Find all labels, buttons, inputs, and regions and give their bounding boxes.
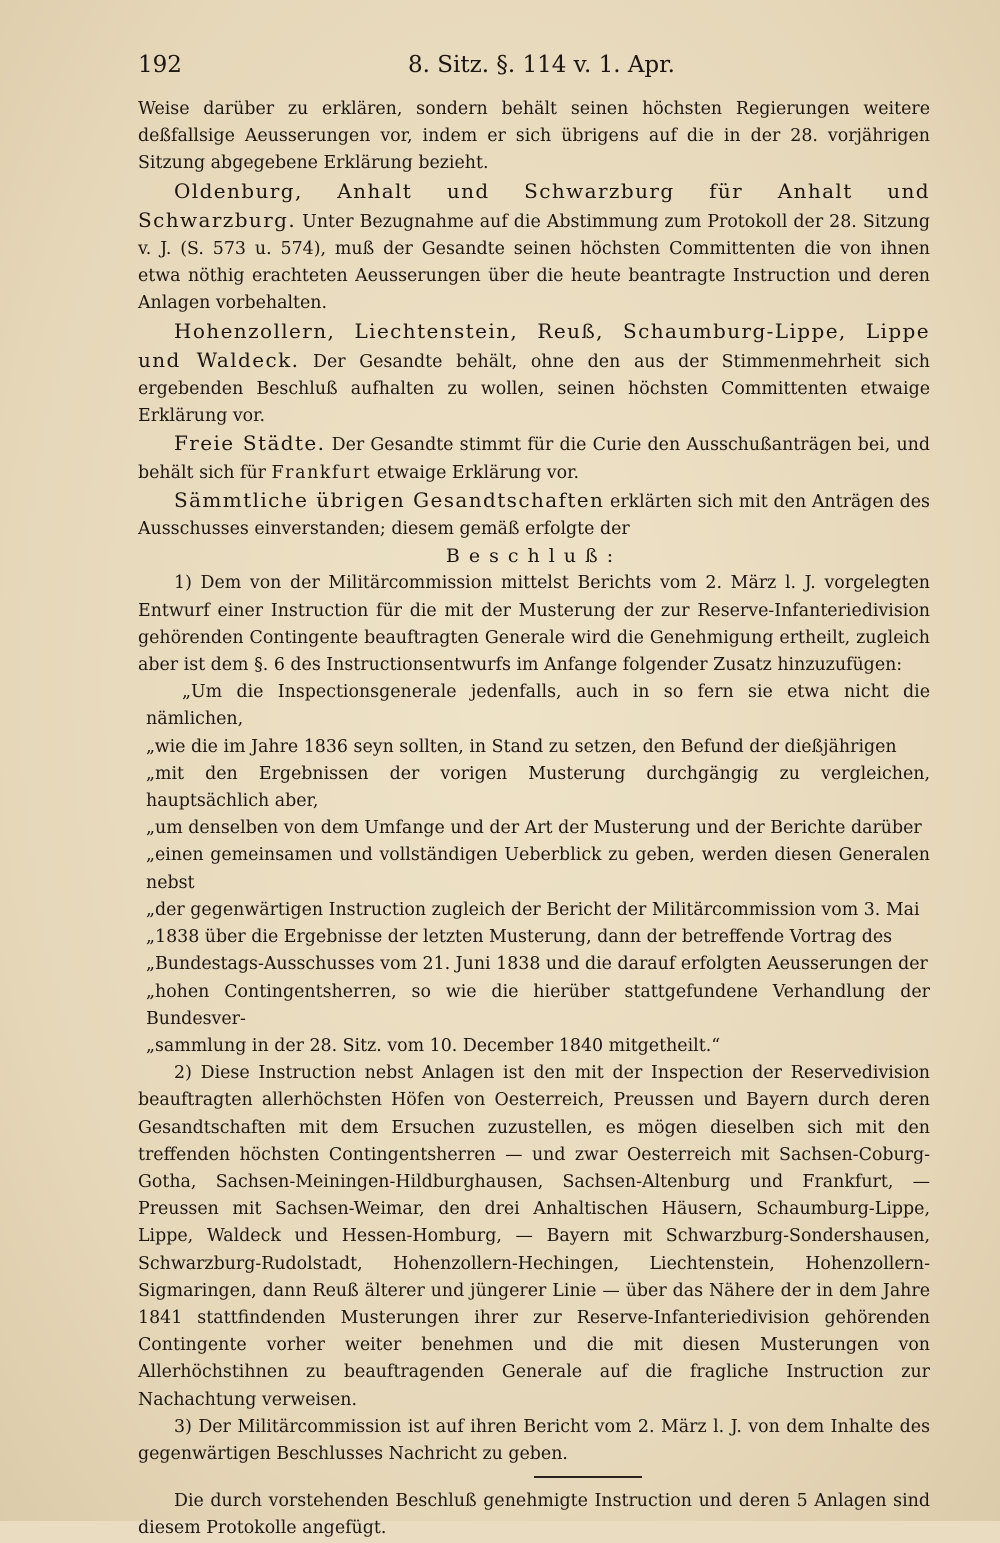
city-name: Frankfurt	[271, 462, 372, 483]
vote-freie-staedte	[138, 430, 930, 486]
page-body	[138, 96, 930, 1543]
closing-note: Die durch vorstehenden Beschluß genehmigte Instruction und deren 5 Anlagen sind diesem Protokolle angefügt.	[138, 1491, 930, 1539]
vote-text: Unter Bezugnahme auf die Abstimmung zum Protokoll der 28. Sitzung v. J. (S. 573 u. 574), muß der Gesandte seinen höchsten Committenten die von ihnen etwa nöthig erachteten Aeusserungen über die heute beantragte Instruction und deren Anlagen vorbehalten.	[138, 211, 930, 314]
vote-oldenburg	[138, 178, 930, 318]
running-head: 8. Sitz. §. 114 v. 1. Apr.	[408, 52, 675, 78]
resolution-item-1: 1) Dem von der Militärcommission mittelst Berichts vom 2. März l. J. vorgelegten Entwurf einer Instruction für die mit der Musterung der zur Reserve-Infanteriedivision gehörenden Contingente beauftragten Generale wird die Genehmigung ertheilt, zugleich aber ist dem §. 6 des Instructionsentwurfs im Anfange folgender Zusatz hinzuzufügen:	[138, 573, 930, 676]
quote-line: „mit den Ergebnissen der vorigen Musterung durchgängig zu vergleichen, hauptsächlich aber,	[146, 763, 930, 812]
vote-text: Der Gesandte behält, ohne den aus der Stimmenmehrheit sich ergebenden Beschluß aufhalten zu wollen, seinen höchsten Committenten etwaige Erklärung vor.	[138, 351, 930, 427]
vote-text: erklärten sich mit den Anträgen des Ausschusses einverstanden; diesem gemäß erfolgte der	[138, 491, 930, 540]
vote-heading: Freie Städte.	[174, 431, 326, 456]
resolution-item-3: 3) Der Militärcommission ist auf ihren Bericht vom 2. März l. J. von dem Inhalte des gegenwärtigen Beschlusses Nachricht zu geben.	[138, 1416, 930, 1464]
page-number: 192	[138, 52, 182, 78]
paragraph-continuation: Weise darüber zu erklären, sondern behält seinen höchsten Regierungen weitere deßfallsige Aeusserungen vor, indem er sich übrigens auf die in der 28. vorjährigen Sitzung abgegebene Erklärung bezieht.	[138, 99, 930, 174]
resolution-item-2: 2) Diese Instruction nebst Anlagen ist den mit der Inspection der Reservedivision beauftragten allerhöchsten Höfen von Oesterreich, Preussen und Bayern durch deren Gesandtschaften mit dem Ersuchen zuzustellen, es mögen dieselben sich mit den treffenden höchsten Contingentsherren — und zwar Oesterreich mit Sachsen-Coburg-Gotha, Sachsen-Meiningen-Hildburghausen, Sachsen-Altenburg und Frankfurt, — Preussen mit Sachsen-Weimar, den drei Anhaltischen Häusern, Schaumburg-Lippe, Lippe, Waldeck und Hessen-Homburg, — Bayern mit Schwarzburg-Sondershausen, Schwarzburg-Rudolstadt, Hohenzollern-Hechingen, Liechtenstein, Hohenzollern-Sigmaringen, dann Reuß älterer und jüngerer Linie — über das Nähere der in dem Jahre 1841 stattfindenden Musterungen ihrer zur Reserve-Infanteriedivision gehörenden Contingente vorher weiter benehmen und die mit diesen Musterungen von Allerhöchstihnen zu beauftragenden Generale auf die fragliche Instruction zur Nachachtung verweisen.	[138, 1063, 930, 1410]
vote-heading: Oldenburg, Anhalt und Schwarzburg für Anhalt und Schwarzburg.	[138, 178, 930, 232]
vote-heading: Sämmtliche übrigen Gesandtschaften	[174, 487, 605, 512]
quote-line: „hohen Contingentsherren, so wie die hierüber stattgefundene Verhandlung der Bundesver-	[146, 981, 930, 1029]
quoted-addition	[138, 679, 930, 1060]
vote-text: etwaige Erklärung vor.	[376, 462, 579, 483]
vote-text: Der Gesandte stimmt für die Curie den Ausschußanträgen bei, und behält sich für	[138, 435, 931, 483]
quote-line: „Um die Inspectionsgenerale jedenfalls, auch in so fern sie etwa nicht die nämlichen,	[146, 682, 930, 730]
quote-line: „um denselben von dem Umfange und der Art der Musterung und der Berichte darüber	[146, 818, 922, 839]
quote-line: „der gegenwärtigen Instruction zugleich der Bericht der Militärcommission vom 3. Mai	[146, 899, 920, 920]
vote-others	[138, 487, 930, 543]
quote-line: „1838 über die Ergebnisse der letzten Musterung, dann der betreffende Vortrag des	[146, 927, 893, 948]
page-header	[138, 52, 930, 82]
quote-line: „sammlung in der 28. Sitz. vom 10. December 1840 mitgetheilt.“	[146, 1035, 721, 1056]
quote-line: „Bundestags-Ausschusses vom 21. Juni 1838 und die darauf erfolgten Aeusserungen der	[146, 954, 928, 975]
vote-heading: Hohenzollern, Liechtenstein, Reuß, Schaumburg-Lippe, Lippe und Waldeck.	[138, 318, 930, 372]
quote-line: „wie die im Jahre 1836 seyn sollten, in Stand zu setzen, den Befund der dießjährigen	[146, 736, 897, 757]
resolution-heading: Beschluß:	[445, 545, 623, 568]
section-rule	[534, 1476, 642, 1478]
vote-hohenzollern	[138, 318, 930, 431]
quote-line: „einen gemeinsamen und vollständigen Ueberblick zu geben, werden diesen Generalen nebst	[146, 845, 930, 893]
